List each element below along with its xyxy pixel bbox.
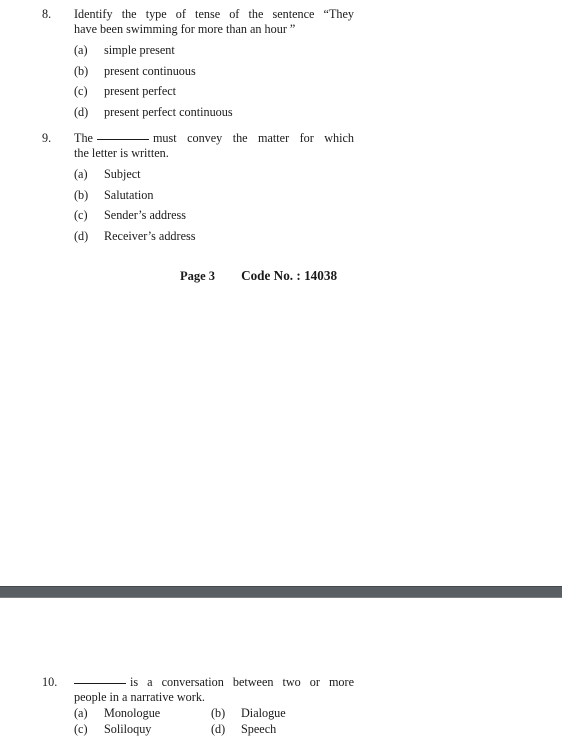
option-text: present perfect continuous — [104, 105, 233, 120]
option-text: Sender’s address — [104, 208, 187, 223]
option-text: Monologue — [104, 706, 161, 720]
code-number: Code No. : 14038 — [241, 268, 338, 283]
text-after-blank: must convey the matter for which — [152, 131, 354, 145]
option-text: Subject — [104, 167, 141, 181]
option-label: (c) — [74, 84, 88, 99]
question-number: 9. — [42, 131, 52, 145]
text-before-blank: The — [74, 131, 93, 145]
page-number: Page 3 — [180, 269, 216, 283]
question-text — [74, 675, 354, 704]
question-number: 8. — [42, 7, 52, 21]
option-label: (c) — [74, 208, 88, 223]
option-text: Speech — [241, 722, 277, 736]
option-a — [74, 40, 354, 61]
option-b — [74, 61, 354, 82]
question-text-line-1 — [74, 675, 354, 690]
option-d — [74, 102, 354, 123]
option-list — [74, 40, 354, 123]
question-text-line-2: people in a narrative work. — [74, 689, 205, 704]
option-row — [74, 721, 354, 737]
option-c — [74, 205, 354, 226]
option-c — [74, 721, 211, 737]
option-list — [74, 164, 354, 247]
option-text: present continuous — [104, 63, 196, 78]
fill-in-blank-line — [74, 683, 126, 684]
option-a — [74, 164, 354, 185]
option-c — [74, 81, 354, 102]
option-label: (d) — [74, 105, 89, 120]
option-row — [74, 705, 354, 721]
option-b — [211, 705, 348, 721]
page-footer — [180, 268, 337, 284]
question-text-line-1: Identify the type of tense of the sentence “They — [74, 7, 354, 21]
option-label: (a) — [74, 706, 88, 720]
question-9 — [42, 131, 354, 247]
text-after-blank: is a conversation between two or more — [130, 675, 354, 689]
option-d — [74, 226, 354, 247]
question-text — [74, 131, 354, 160]
option-b — [74, 185, 354, 206]
option-label: (c) — [74, 722, 88, 736]
option-label: (a) — [74, 167, 88, 181]
question-text-line-2: the letter is written. — [74, 145, 169, 160]
option-label: (d) — [211, 722, 226, 736]
document-page-4 — [0, 598, 562, 750]
question-text-line-2: have been swimming for more than an hour ” — [74, 21, 296, 36]
option-label: (d) — [74, 229, 89, 244]
option-text: Receiver’s address — [104, 229, 196, 244]
option-text: Dialogue — [241, 706, 286, 720]
option-grid — [74, 705, 354, 737]
option-text: present perfect — [104, 84, 177, 99]
option-label: (a) — [74, 43, 88, 57]
option-text: Salutation — [104, 187, 154, 202]
option-text: Soliloquy — [104, 722, 152, 736]
page-separator — [0, 586, 562, 598]
question-text-line-1 — [74, 131, 354, 146]
question-number: 10. — [42, 675, 58, 689]
option-text: simple present — [104, 43, 175, 57]
option-label: (b) — [74, 187, 89, 202]
question-text — [74, 7, 354, 36]
fill-in-blank-line — [97, 139, 149, 140]
option-d — [211, 721, 348, 737]
option-label: (b) — [74, 63, 89, 78]
option-label: (b) — [211, 706, 226, 720]
option-a — [74, 705, 211, 721]
question-8 — [42, 7, 354, 123]
question-10 — [42, 675, 354, 737]
